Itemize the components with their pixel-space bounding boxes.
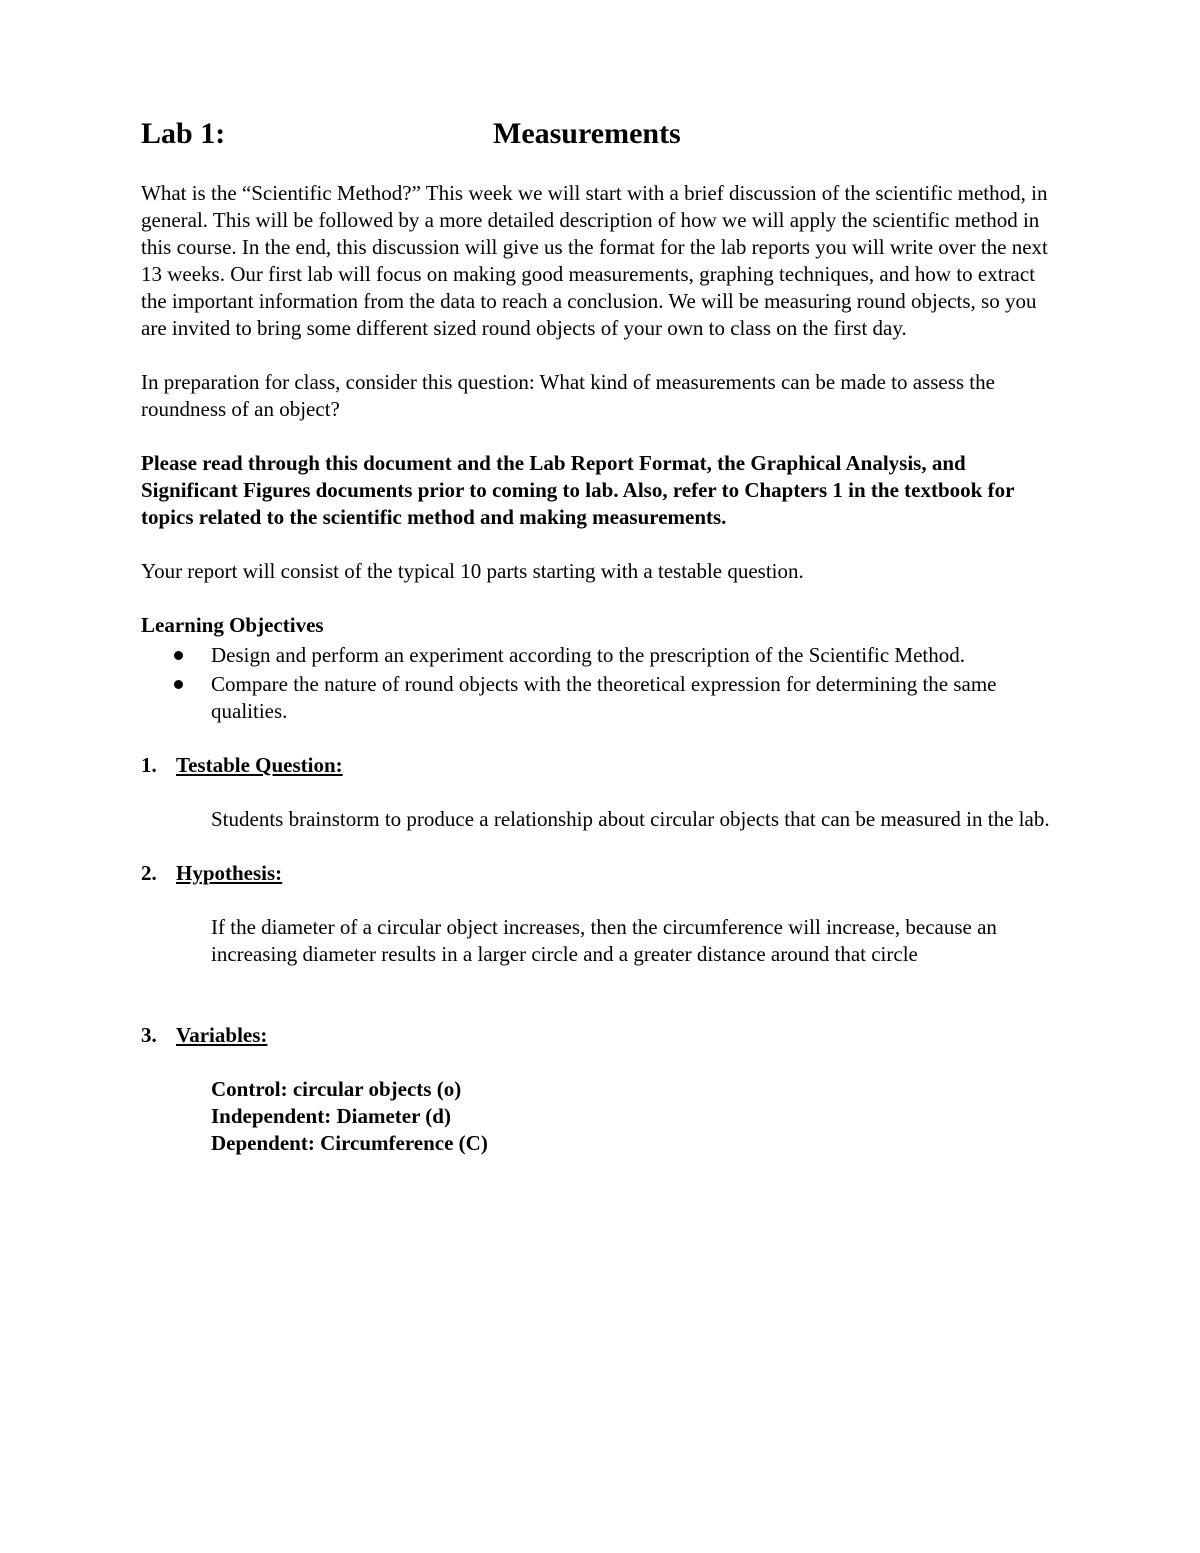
section-label: Testable Question: <box>176 753 343 777</box>
intro-paragraph: What is the “Scientific Method?” This week we will start with a brief discussion of the scientific method, in general. This will be followed by a more detailed description of how we will apply the scientific method in this course. In the end, this discussion will give us the format for the lab reports you will write over the next 13 weeks. Our first lab will focus on making good measurements, graphing techniques, and how to extract the important information from the data to reach a conclusion. We will be measuring round objects, so you are invited to bring some different sized round objects of your own to class on the first day. <box>141 181 1048 340</box>
report-note-paragraph: Your report will consist of the typical 10 parts starting with a testable question. <box>141 559 804 583</box>
list-item <box>141 642 1061 669</box>
document-title <box>141 112 1081 156</box>
section-heading-hypothesis <box>141 860 1061 887</box>
variable-control: Control: circular objects (o) <box>211 1077 462 1101</box>
document-body <box>141 180 1061 1157</box>
section-label: Variables: <box>176 1023 268 1047</box>
objective-text: Design and perform an experiment according to the prescription of the Scientific Method. <box>211 643 966 667</box>
testable-question-text: Students brainstorm to produce a relationship about circular objects that can be measured in the lab. <box>211 807 1050 831</box>
variable-independent: Independent: Diameter (d) <box>211 1104 451 1128</box>
list-item <box>141 671 1061 725</box>
section-number: 1. <box>141 753 157 777</box>
bullet-icon <box>174 651 183 660</box>
reading-note-paragraph: Please read through this document and the Lab Report Format, the Graphical Analysis, and Significant Figures documents prior to coming to lab. Also, refer to Chapters 1 in the textbook for topics related to the scientific method and making measurements. <box>141 451 1015 529</box>
section-label: Hypothesis: <box>176 861 283 885</box>
variables-list <box>141 1076 1061 1157</box>
section-heading-variables <box>141 1022 1061 1049</box>
section-number: 3. <box>141 1023 157 1047</box>
learning-objectives-list <box>141 642 1061 725</box>
bullet-icon <box>174 680 183 689</box>
variable-dependent: Dependent: Circumference (C) <box>211 1131 488 1155</box>
preparation-paragraph: In preparation for class, consider this question: What kind of measurements can be made to assess the roundness of an object? <box>141 370 995 421</box>
section-number: 2. <box>141 861 157 885</box>
learning-objectives-heading: Learning Objectives <box>141 613 324 637</box>
objective-text: Compare the nature of round objects with the theoretical expression for determining the same qualities. <box>211 672 997 723</box>
title-lab-number: Lab 1: <box>141 117 226 150</box>
section-heading-testable-question <box>141 752 1061 779</box>
hypothesis-text: If the diameter of a circular object increases, then the circumference will increase, because an increasing diameter results in a larger circle and a greater distance around that circle <box>211 915 997 966</box>
title-lab-name: Measurements <box>493 117 681 150</box>
